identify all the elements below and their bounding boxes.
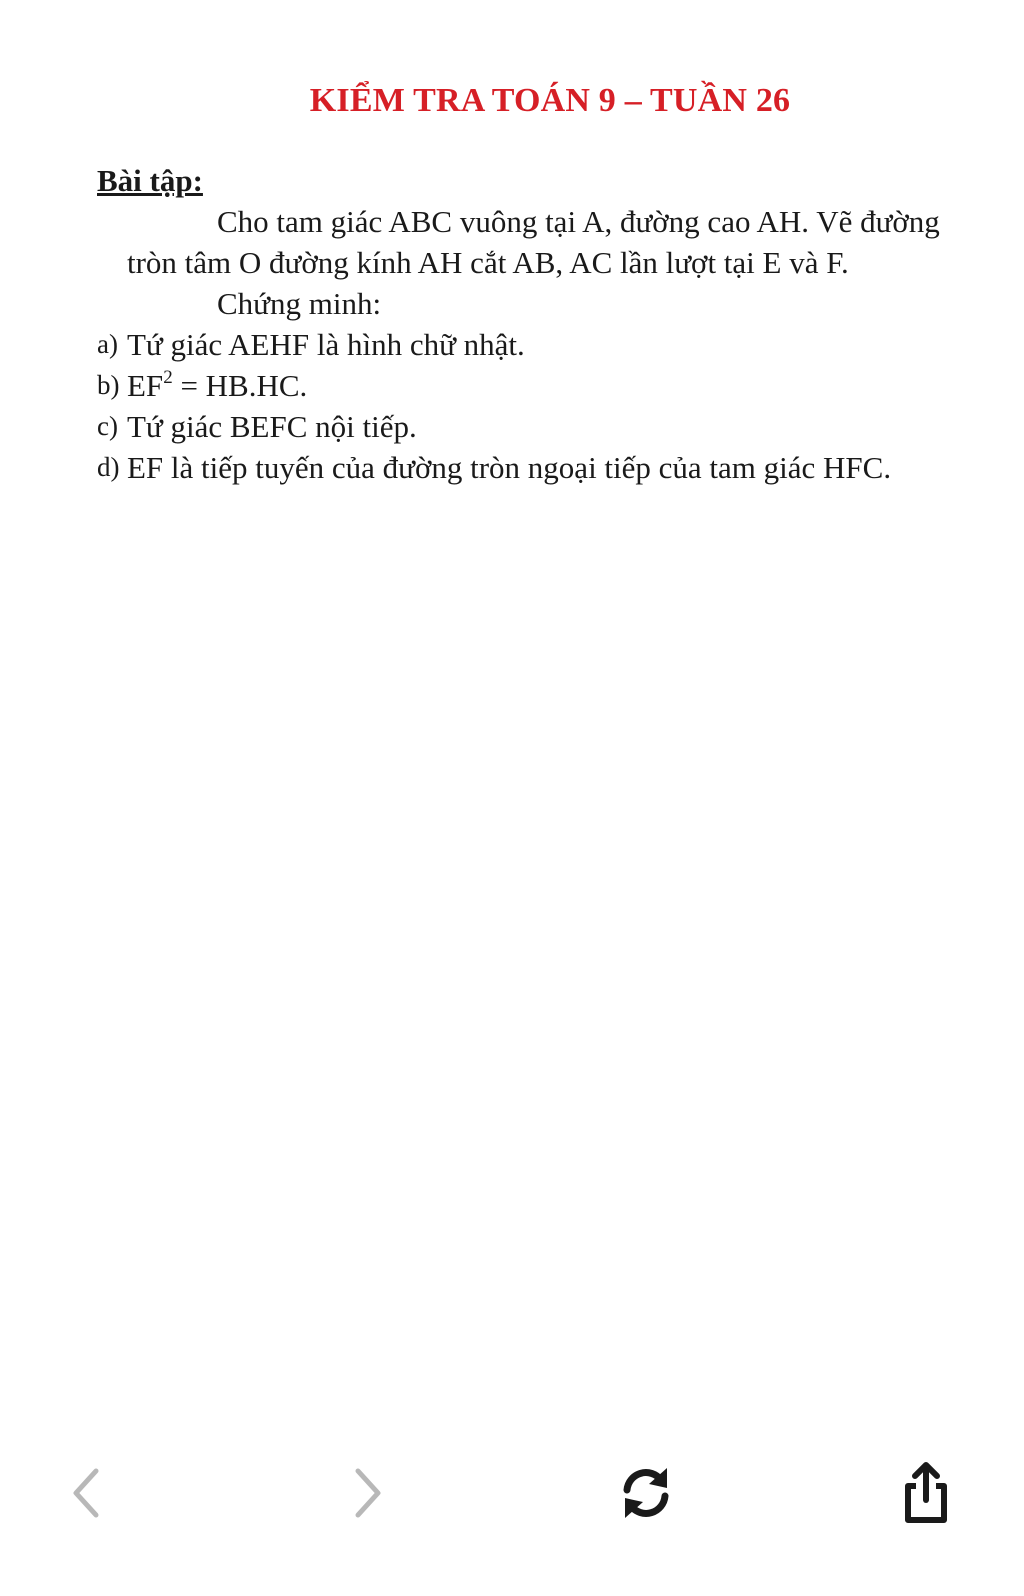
item-text: EF là tiếp tuyến của đường tròn ngoại tiếp của tam giác HFC. [127,450,892,485]
list-item [97,365,957,406]
bottom-toolbar [0,1458,1024,1538]
formula-exponent: 2 [163,367,173,388]
share-icon [898,1460,954,1526]
list-item [97,447,957,488]
problem-statement: Cho tam giác ABC vuông tại A, đường cao AH. Vẽ đường tròn tâm O đường kính AH cắt AB, AC lần lượt tại E và F. [127,204,940,280]
exercise-heading: Bài tập: [97,163,203,198]
item-letter: d) [97,452,120,482]
item-text [127,365,957,406]
exercise-heading-row [97,160,957,201]
forward-button[interactable] [338,1458,398,1528]
refresh-icon [617,1464,675,1522]
list-item [97,406,957,447]
formula-rest: = HB.HC. [172,368,308,403]
prove-label: Chứng minh: [217,286,382,321]
share-button[interactable] [896,1458,956,1528]
item-text: Tứ giác BEFC nội tiếp. [127,409,417,444]
chevron-right-icon [348,1465,388,1521]
formula-base: EF [127,368,164,403]
back-button[interactable] [56,1458,116,1528]
document-body [97,160,957,488]
item-letter: b) [97,370,120,400]
item-letter: c) [97,411,118,441]
page-title: KIỂM TRA TOÁN 9 – TUẦN 26 [309,82,791,119]
item-text: Tứ giác AEHF là hình chữ nhật. [127,327,525,362]
list-item [97,324,957,365]
item-letter: a) [97,329,118,359]
refresh-button[interactable] [616,1458,676,1528]
chevron-left-icon [66,1465,106,1521]
